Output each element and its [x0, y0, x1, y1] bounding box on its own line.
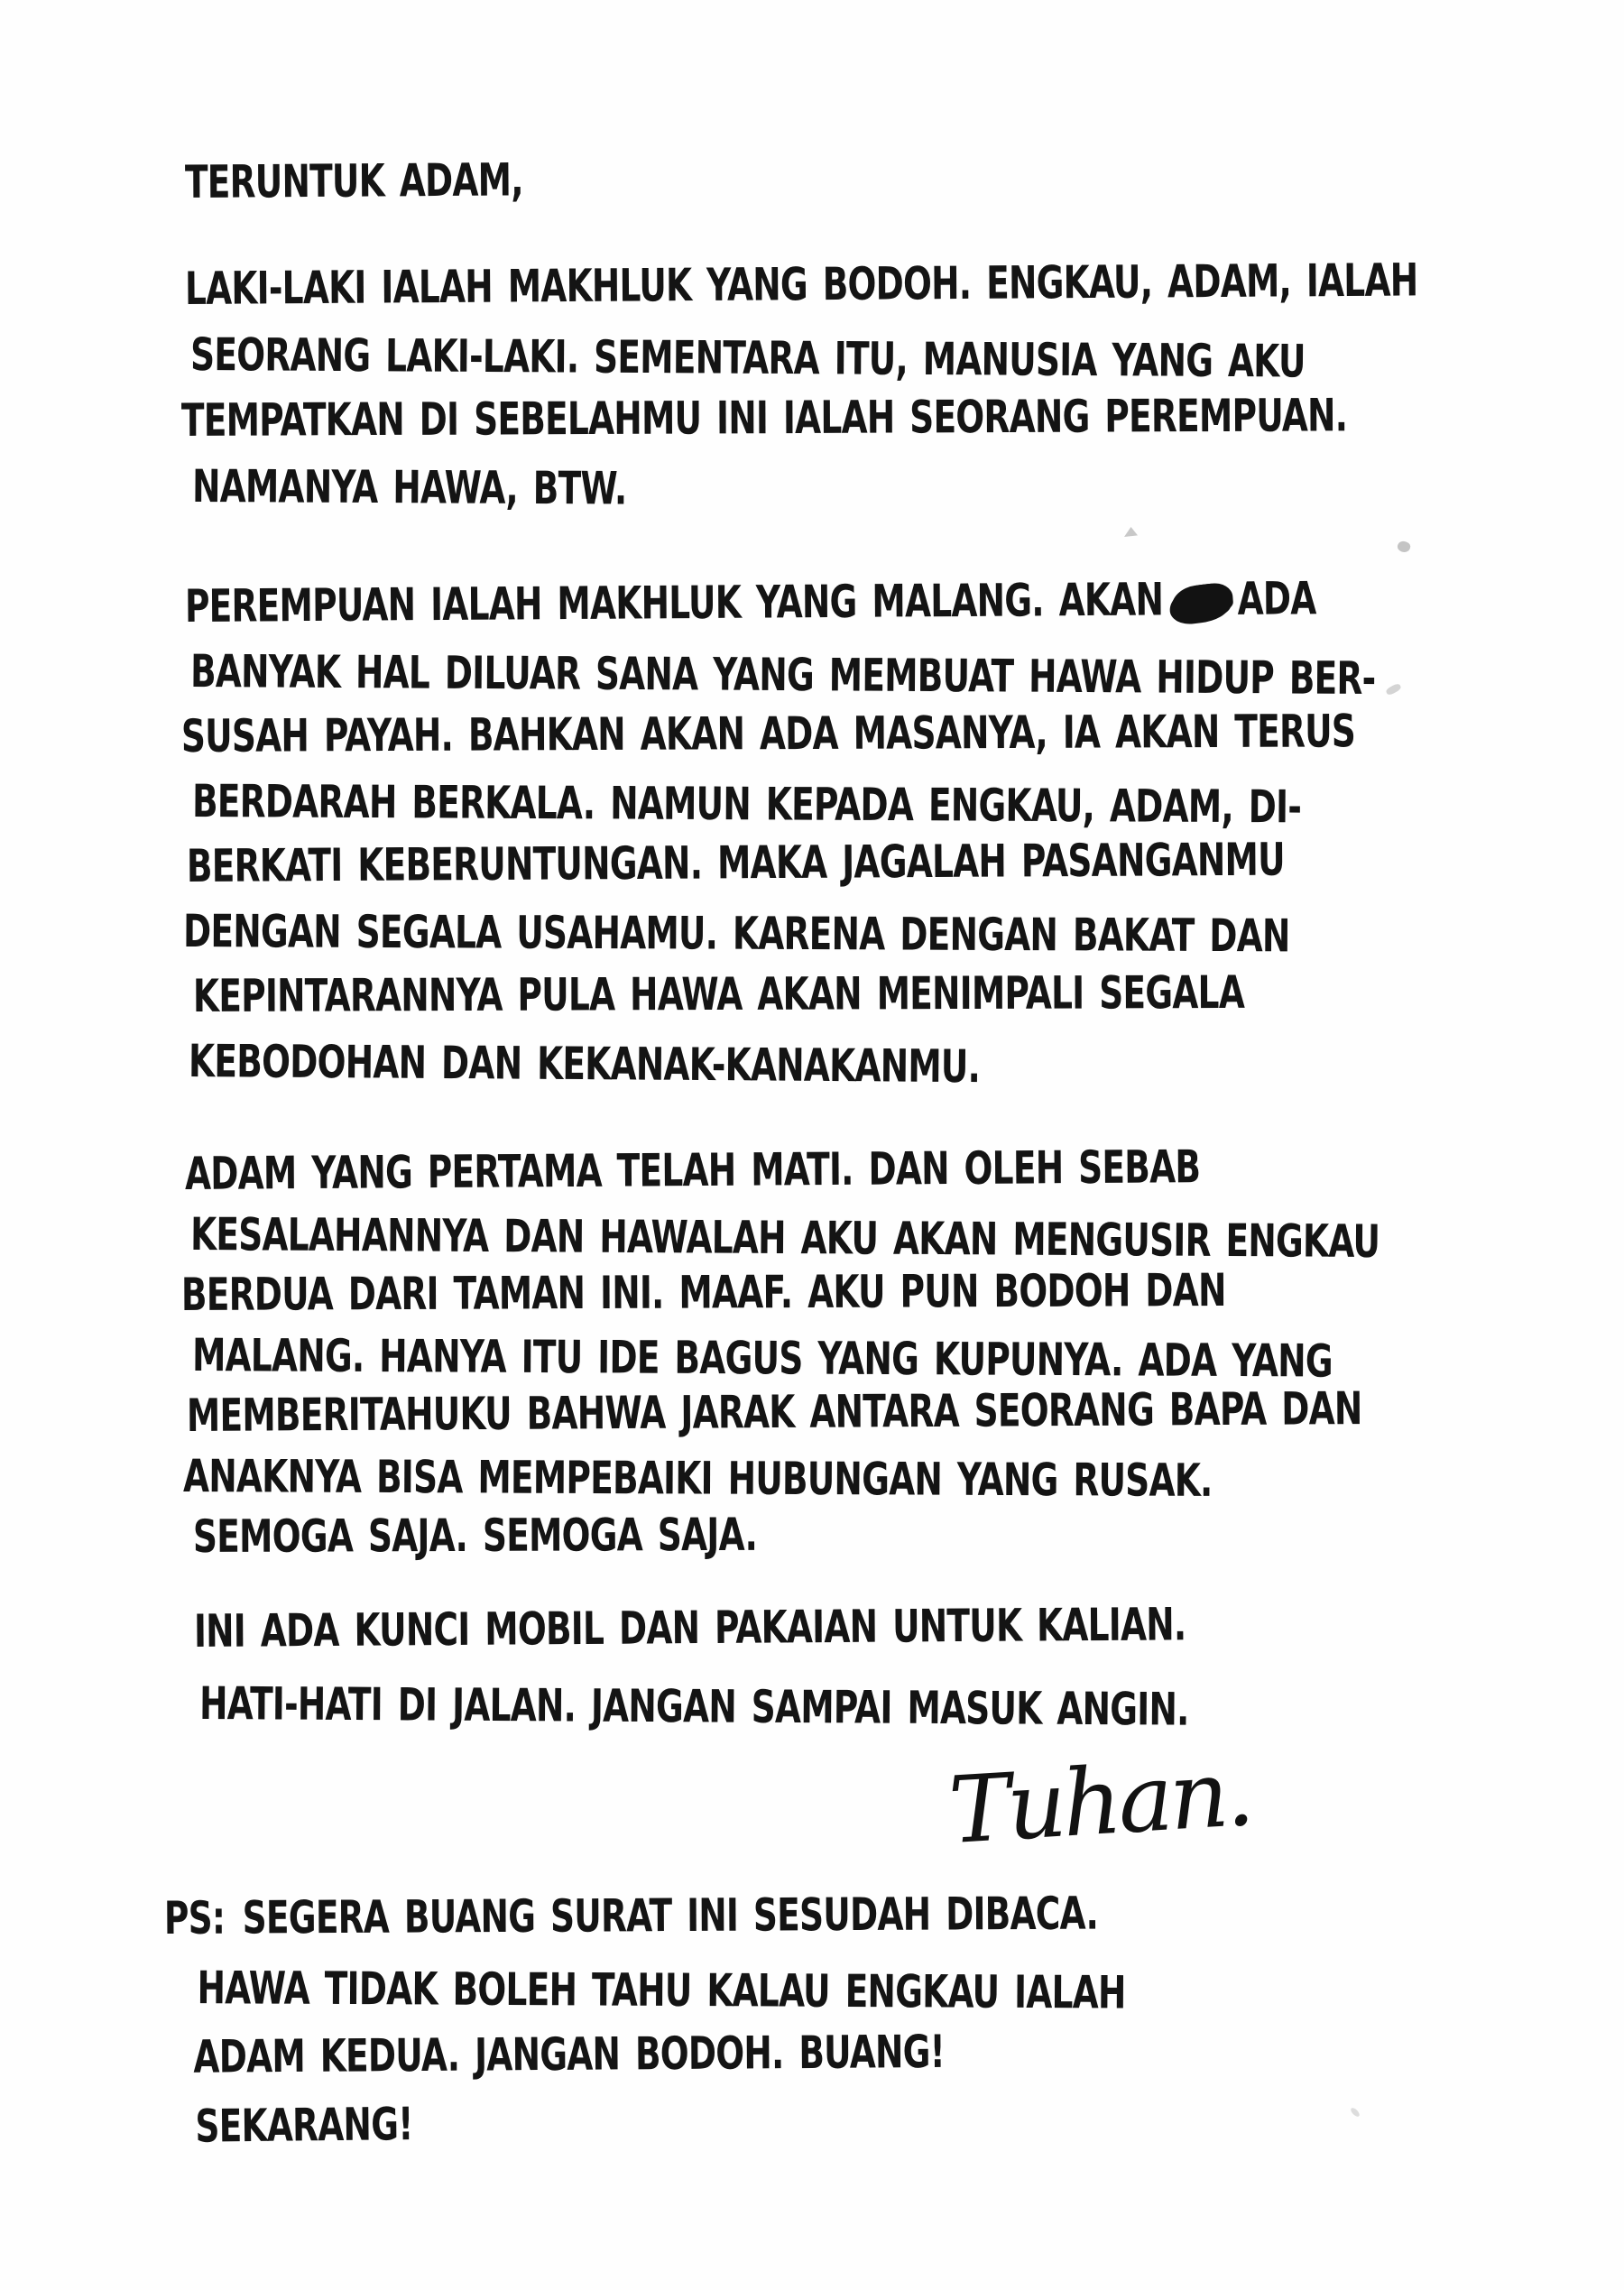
ps-label: PS:: [163, 1891, 226, 1944]
letter-line: DENGAN SEGALA USAHAMU. KARENA DENGAN BAKAT DAN: [182, 905, 1290, 963]
letter-line: SUSAH PAYAH. BAHKAN AKAN ADA MASANYA, IA AKAN TERUS: [180, 705, 1356, 762]
letter-line: BERDARAH BERKALA. NAMUN KEPADA ENGKAU, ADAM, DI-: [191, 775, 1302, 834]
scribbled-out-word: [1170, 581, 1232, 624]
ps-line: ADAM KEDUA. JANGAN BODOH. BUANG!: [193, 2025, 946, 2083]
letter-paragraph-3: [180, 1140, 1624, 1567]
letter-line: BANYAK HAL DILUAR SANA YANG MEMBUAT HAWA HIDUP BER-: [189, 645, 1376, 706]
letter-line: SEMOGA SAJA. SEMOGA SAJA.: [192, 1508, 758, 1563]
letter-line: BERDUA DARI TAMAN INI. MAAF. AKU PUN BODOH DAN: [180, 1263, 1226, 1321]
letter-paragraph-4: [194, 1595, 1517, 1740]
letter-line: KEBODOHAN DAN KEKANAK-KANAKANMU.: [188, 1035, 981, 1094]
letter-line: KESALAHANNYA DAN HAWALAH AKU AKAN MENGUSIR ENGKAU: [189, 1208, 1380, 1269]
ps-line-text: SEGERA BUANG SURAT INI SESUDAH DIBACA.: [242, 1887, 1099, 1944]
letter-paragraph-1: [180, 254, 1624, 520]
ps-line: [164, 1879, 1124, 1953]
letter-line: NAMANYA HAWA, BTW.: [191, 460, 627, 515]
letter-greeting: TERUNTUK ADAM,: [184, 153, 523, 208]
letter-line: LAKI-LAKI IALAH MAKHLUK YANG BODOH. ENGKAU, ADAM, IALAH: [184, 254, 1418, 315]
letter-line-text: PEREMPUAN IALAH MAKHLUK YANG MALANG. AKAN: [184, 573, 1164, 633]
letter-line: ANAKNYA BISA MEMPEBAIKI HUBUNGAN YANG RUSAK.: [182, 1450, 1213, 1507]
letter-line: INI ADA KUNCI MOBIL DAN PAKAIAN UNTUK KALIAN.: [193, 1598, 1186, 1657]
letter-line: MEMBERITAHUKU BAHWA JARAK ANTARA SEORANG BAPA DAN: [186, 1382, 1362, 1442]
letter-paragraph-2: [180, 572, 1624, 1094]
ps-line: HAWA TIDAK BOLEH TAHU KALAU ENGKAU IALAH: [197, 1962, 1126, 2019]
letter-line: MALANG. HANYA ITU IDE BAGUS YANG KUPUNYA. ADA YANG: [191, 1329, 1333, 1388]
letter-line: HATI-HATI DI JALAN. JANGAN SAMPAI MASUK ANGIN.: [198, 1677, 1189, 1736]
signature-tuhan: Tuhan.: [946, 1739, 1254, 1866]
letter-line: KEPINTARANNYA PULA HAWA AKAN MENIMPALI SEGALA: [192, 965, 1245, 1022]
paper-smudge: [1396, 540, 1411, 554]
letter-line: SEORANG LAKI-LAKI. SEMENTARA ITU, MANUSIA YANG AKU: [189, 328, 1306, 388]
paper-smudge: [1124, 527, 1138, 537]
letter-line: [185, 566, 1370, 639]
letter-line: BERKATI KEBERUNTUNGAN. MAKA JAGALAH PASANGANMU: [186, 833, 1285, 892]
ps-block: [164, 1884, 1444, 2162]
letter-line: ADAM YANG PERTAMA TELAH MATI. DAN OLEH SEBAB: [184, 1140, 1201, 1200]
ps-line: SEKARANG!: [195, 2098, 413, 2153]
letter-line: TEMPATKAN DI SEBELAHMU INI IALAH SEORANG PEREMPUAN.: [180, 389, 1348, 447]
letter-line-text: ADA: [1237, 572, 1316, 625]
